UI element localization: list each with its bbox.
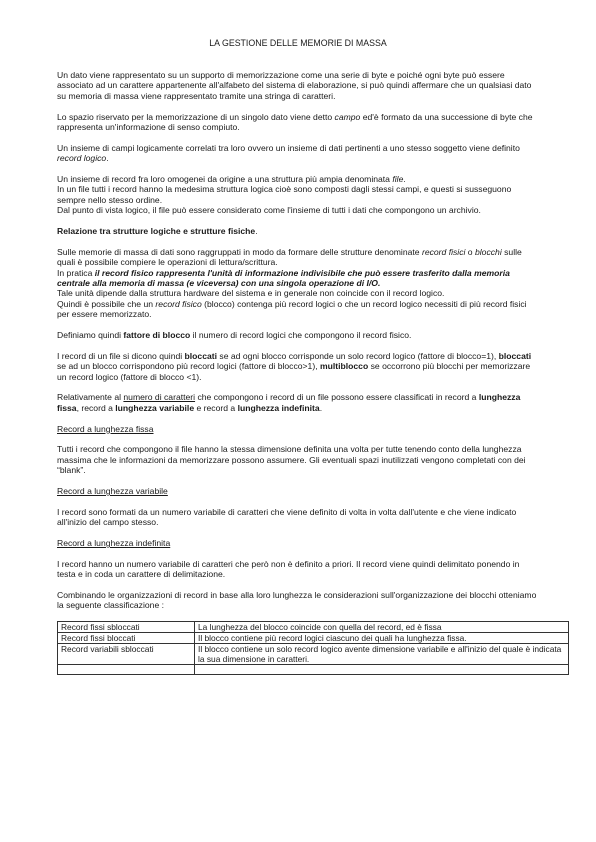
- table-cell: Record fissi sbloccati: [58, 622, 195, 633]
- document-body: [57, 70, 562, 675]
- term-record-logico: record logico: [57, 153, 107, 164]
- paragraph-classificazione-lunghezza: Relativamente al numero di caratteri che compongono i record di un file possono essere classificati in record a lunghezza fissa, record a lunghezza variabile e record a lunghezza indefinita.: [57, 392, 521, 413]
- paragraph-data-representation: Un dato viene rappresentato su un supporto di memorizzazione come una serie di byte e poiché ogni byte può essere associato ad un carattere appartenente all'alfabeto del sistema di elaborazione, si può quindi affermare che un qualsiasi dato su memoria di massa viene rappresentato tramite una stringa di caratteri.: [57, 70, 532, 101]
- heading-lunghezza-fissa: Record a lunghezza fissa: [57, 423, 154, 434]
- paragraph-fattore-di-blocco: Definiamo quindi fattore di blocco il numero di record logici che compongono il record fisico.: [57, 330, 412, 341]
- table-cell: [195, 665, 569, 675]
- paragraph-campo: Lo spazio riservato per la memorizzazione di un singolo dato viene detto campo ed'è formato da una successione di byte che rappresenta un'informazione di senso compiuto.: [57, 111, 533, 133]
- table-row: [58, 644, 569, 665]
- paragraph-record-logico: Un insieme di campi logicamente correlati tra loro ovvero un insieme di dati pertinenti a uno stesso soggetto viene definito record logico.: [57, 142, 520, 164]
- table-row: [58, 633, 569, 644]
- paragraph-lunghezza-variabile: I record sono formati da un numero variabile di caratteri che viene definito di volta in volta dall'utente e che viene indicato all'inizio del campo stesso.: [57, 506, 517, 528]
- paragraph-bloccati: I record di un file si dicono quindi bloccati se ad ogni blocco corrisponde un solo record logico (fattore di blocco=1), bloccati se ad un blocco corrispondono più record logici (fattore di blocco>1), multiblocco se occorrono più blocchi per memorizzare un record logico (fattore di blocco <1).: [57, 350, 532, 382]
- table-cell: Il blocco contiene un solo record logico avente dimensione variabile e all'inizio del quale è indicata la sua dimensione in caratteri.: [195, 644, 569, 665]
- paragraph-record-fisici: Sulle memorie di massa di dati sono raggruppati in modo da formare delle strutture denominate record fisici o blocchi sulle quali è possibile compiere le operazioni di lettura/scrittura. In pratica il record fisico rappresenta l'unità di informazione indivisibile che può essere trasferito dalla memoria centrale alla memoria di massa (e viceversa) con una singola operazione di I/O. Tale unità dipende dalla struttura hardware del sistema e in generale non coincide con il record logico. Quindi è possibile che un record fisico (blocco) contenga più record logici o che un record logico necessiti di più record fisici per essere memorizzato.: [57, 246, 527, 320]
- paragraph-lunghezza-fissa: Tutti i record che compongono il file hanno la stessa dimensione definita una volta per tutte tenendo conto della lunghezza massima che le informazioni da memorizzare possono assumere. Gli eventuali spazi inutilizzati vengono completati con dei “blank”.: [57, 444, 526, 476]
- term-file: file: [392, 174, 404, 185]
- table-row: [58, 622, 569, 633]
- table-cell: Il blocco contiene più record logici ciascuno dei quali ha lunghezza fissa.: [195, 633, 569, 644]
- table-cell: La lunghezza del blocco coincide con quella del record, ed è fissa: [195, 622, 569, 633]
- classification-table: [57, 621, 569, 675]
- table-row: [58, 665, 569, 675]
- page-title: LA GESTIONE DELLE MEMORIE DI MASSA: [209, 38, 387, 48]
- heading-lunghezza-variabile: Record a lunghezza variabile: [57, 486, 168, 497]
- table-cell: [58, 665, 195, 675]
- term-campo: campo: [334, 111, 361, 122]
- heading-lunghezza-indefinita: Record a lunghezza indefinita: [57, 538, 171, 549]
- table-cell: Record fissi bloccati: [58, 633, 195, 644]
- table-cell: Record variabili sbloccati: [58, 644, 195, 665]
- paragraph-lunghezza-indefinita: I record hanno un numero variabile di caratteri che però non è definito a priori. Il record viene quindi delimitato ponendo in testa e in coda un carattere di delimitazione.: [57, 558, 520, 580]
- heading-relazione: Relazione tra strutture logiche e strutture fisiche.: [57, 226, 258, 237]
- paragraph-file: Un insieme di record fra loro omogenei da origine a una struttura più ampia denominata file. In un file tutti i record hanno la medesima struttura logica cioè sono composti dagli stessi campi, e questi si susseguono sempre nello stesso ordine. Dal punto di vista logico, il file può essere considerato come l'insieme di tutti i dati che compongono un archivio.: [57, 174, 512, 216]
- paragraph-combinando: Combinando le organizzazioni di record in base alla loro lunghezza le considerazioni sull'organizzazione dei blocchi otteniamo la seguente classificazione :: [57, 590, 537, 611]
